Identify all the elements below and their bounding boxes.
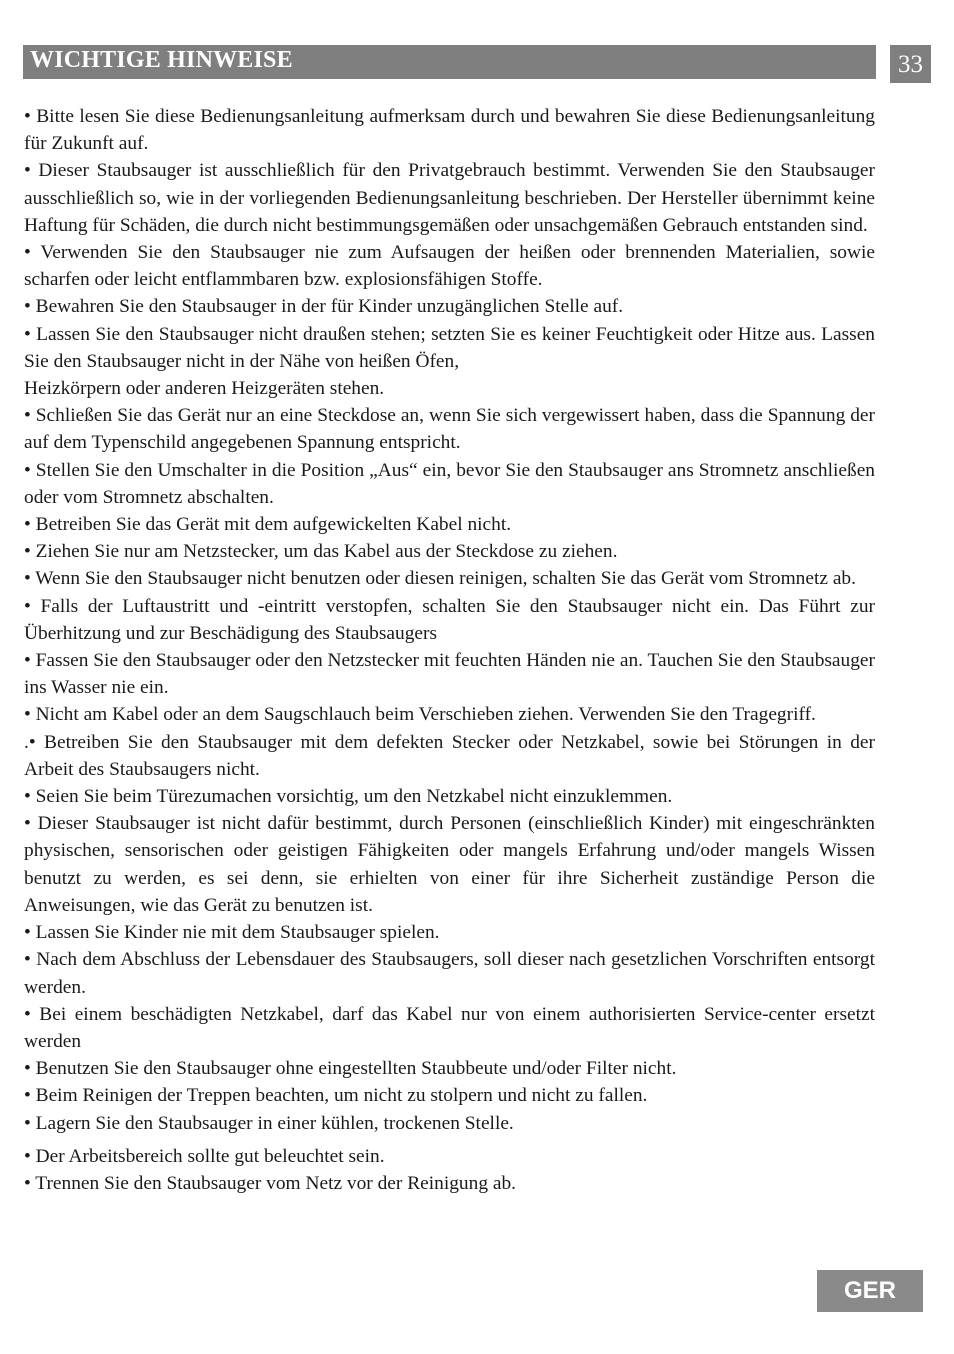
instruction-paragraph: • Beim Reinigen der Treppen beachten, um nicht zu stolpern und nicht zu fallen. <box>24 1085 648 1107</box>
instruction-paragraph: Heizkörpern oder anderen Heizgeräten stehen. <box>24 378 385 400</box>
page-number-box <box>890 45 931 83</box>
instruction-paragraph: • Lassen Sie den Staubsauger nicht draußen stehen; setzten Sie es keiner Feuchtigkeit oder Hitze aus. Lassen Sie den Staubsauger nicht in der Nähe von heißen Öfen, <box>24 323 875 372</box>
instruction-paragraph: • Verwenden Sie den Staubsauger nie zum Aufsaugen der heißen oder brennenden Materialien, sowie scharfen oder leicht entflammbaren bzw. explosionsfähigen Stoffe. <box>24 242 875 291</box>
section-title: WICHTIGE HINWEISE <box>30 47 293 73</box>
instruction-paragraph: • Betreiben Sie das Gerät mit dem aufgewickelten Kabel nicht. <box>24 514 512 536</box>
section-header-bar <box>23 45 876 79</box>
instruction-paragraph: • Der Arbeitsbereich sollte gut beleuchtet sein. <box>24 1145 385 1167</box>
instruction-paragraph: • Fassen Sie den Staubsauger oder den Netzstecker mit feuchten Händen nie an. Tauchen Sie den Staubsauger ins Wasser nie ein. <box>24 650 875 699</box>
instruction-paragraph: • Schließen Sie das Gerät nur an eine Steckdose an, wenn Sie sich vergewissert haben, dass die Spannung der auf dem Typenschild angegebenen Spannung entspricht. <box>24 405 875 454</box>
instruction-paragraph: • Wenn Sie den Staubsauger nicht benutzen oder diesen reinigen, schalten Sie das Gerät vom Stromnetz ab. <box>24 568 856 590</box>
instruction-paragraph: • Stellen Sie den Umschalter in die Position „Aus“ ein, bevor Sie den Staubsauger ans Stromnetz anschließen oder vom Stromnetz abschalten. <box>24 459 875 508</box>
instruction-paragraph: • Dieser Staubsauger ist nicht dafür bestimmt, durch Personen (einschließlich Kinder) mit eingeschränkten physischen, sensorischen oder geistigen Fähigkeiten oder mangels Erfahrung und/oder mangels Wissen benutzt zu werden, es sei denn, sie erhielten von einer für ihre Sicherheit zuständige Person die Anweisungen, wie das Gerät zu benutzen ist. <box>24 813 875 916</box>
language-label: GER <box>843 1277 896 1304</box>
instruction-paragraph: • Seien Sie beim Türezumachen vorsichtig, um den Netzkabel nicht einzuklemmen. <box>24 786 673 808</box>
instruction-paragraph: • Bei einem beschädigten Netzkabel, darf das Kabel nur von einem authorisierten Service-center ersetzt werden <box>24 1003 875 1052</box>
instruction-paragraph: • Lassen Sie Kinder nie mit dem Staubsauger spielen. <box>24 922 440 944</box>
instruction-paragraph: .• Betreiben Sie den Staubsauger mit dem defekten Stecker oder Netzkabel, sowie bei Störungen in der Arbeit des Staubsaugers nicht. <box>24 731 875 780</box>
instruction-paragraph: • Benutzen Sie den Staubsauger ohne eingestellten Staubbeute und/oder Filter nicht. <box>24 1058 677 1080</box>
instruction-paragraph: • Ziehen Sie nur am Netzstecker, um das Kabel aus der Steckdose zu ziehen. <box>24 541 618 563</box>
instruction-paragraph: • Bewahren Sie den Staubsauger in der für Kinder unzugänglichen Stelle auf. <box>24 296 624 318</box>
instruction-paragraph: • Nicht am Kabel oder an dem Saugschlauch beim Verschieben ziehen. Verwenden Sie den Tragegriff. <box>24 704 816 726</box>
instruction-paragraph: • Nach dem Abschluss der Lebensdauer des Staubsaugers, soll dieser nach gesetzlichen Vorschriften entsorgt werden. <box>24 949 875 998</box>
safety-instructions <box>24 103 875 1197</box>
instruction-paragraph: • Bitte lesen Sie diese Bedienungsanleitung aufmerksam durch und bewahren Sie diese Bedienungsanleitung für Zukunft auf. <box>24 106 875 155</box>
instruction-paragraph: • Trennen Sie den Staubsauger vom Netz vor der Reinigung ab. <box>24 1172 517 1194</box>
instruction-paragraph: • Lagern Sie den Staubsauger in einer kühlen, trockenen Stelle. <box>24 1112 514 1134</box>
instruction-paragraph: • Dieser Staubsauger ist ausschließlich für den Privatgebrauch bestimmt. Verwenden Sie den Staubsauger ausschließlich so, wie in der vorliegenden Bedienungsanleitung beschrieben. Der Hersteller übernimmt keine Haftung für Schäden, die durch nicht bestimmungsgemäßen oder unsachgemäßen Gebrauch entstanden sind. <box>24 160 875 236</box>
instruction-paragraph: • Falls der Luftaustritt und -eintritt verstopfen, schalten Sie den Staubsauger nicht ein. Das Führt zur Überhitzung und zur Beschädigung des Staubsaugers <box>24 595 875 644</box>
page-number: 33 <box>898 51 923 78</box>
language-badge <box>817 1270 923 1312</box>
